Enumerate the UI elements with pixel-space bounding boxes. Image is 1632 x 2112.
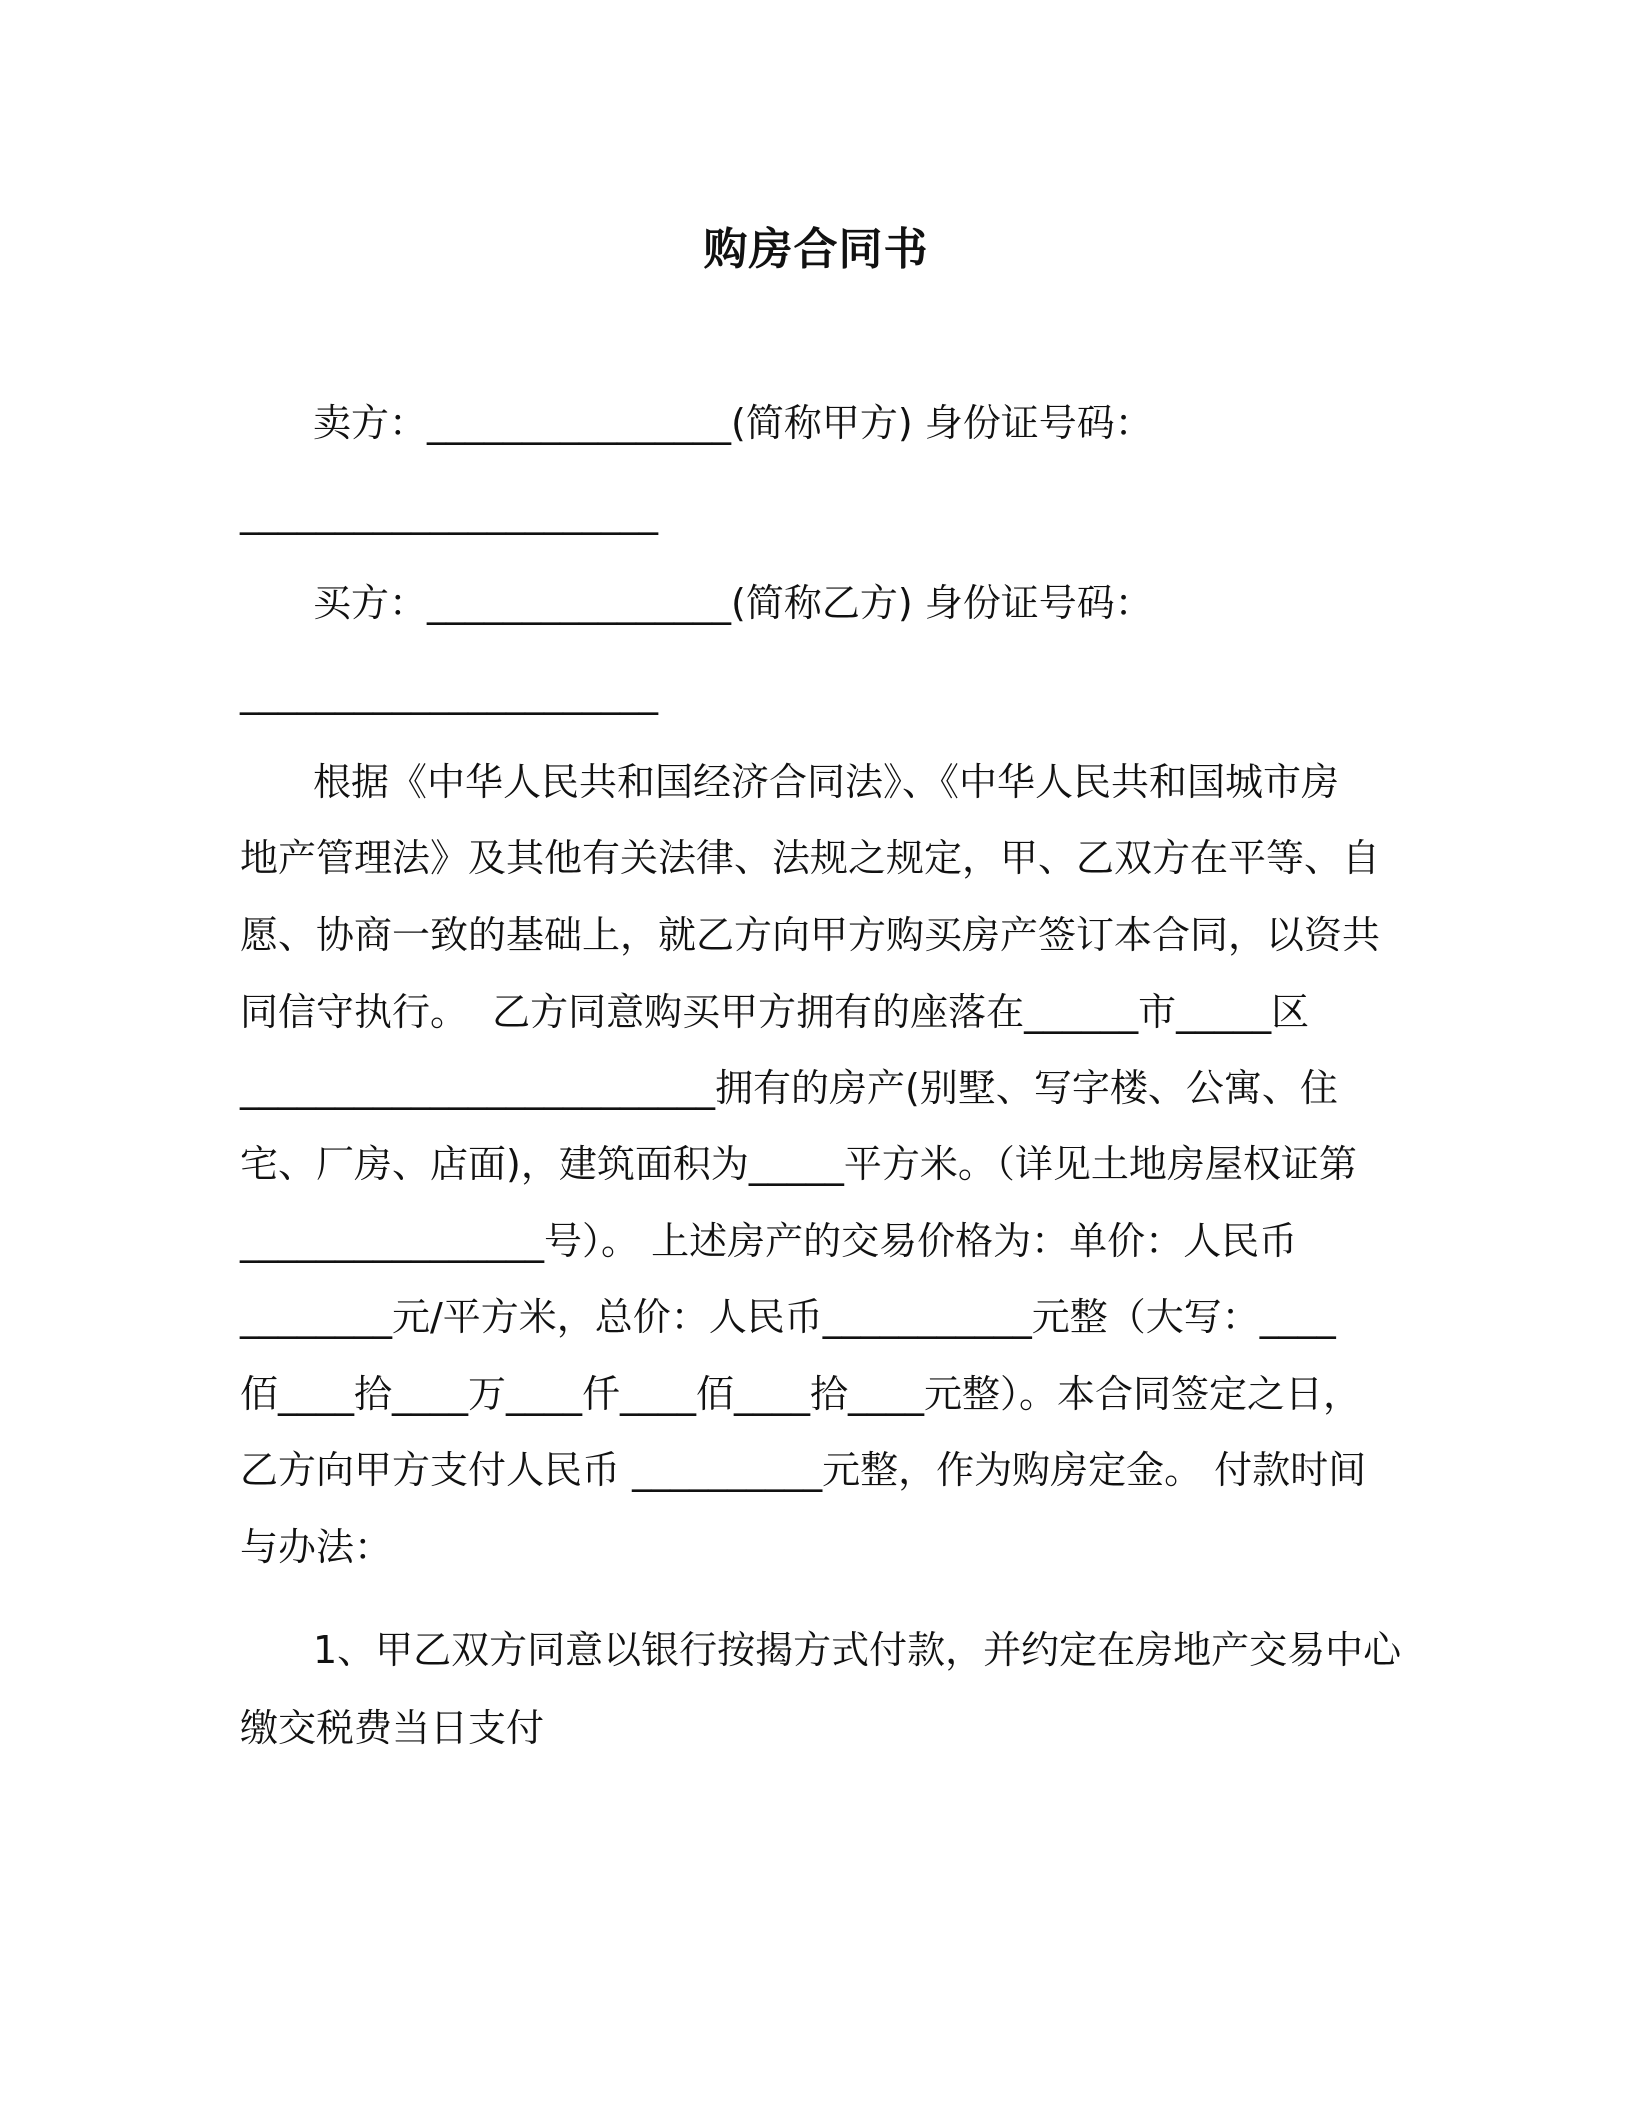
paragraph-line: 同信守执行。 乙方同意购买甲方拥有的座落在______市_____区: [240, 990, 1310, 1034]
paragraph-line: ________________号）。 上述房产的交易价格为：单价：人民币: [240, 1219, 1298, 1263]
paragraph-line: 愿、协商一致的基础上，就乙方向甲方购买房产签订本合同，以资共: [240, 913, 1381, 957]
clause-line: 缴交税费当日支付: [240, 1706, 545, 1750]
paragraph-line: 乙方向甲方支付人民币 __________元整，作为购房定金。 付款时间: [240, 1448, 1367, 1492]
document-title: 购房合同书: [703, 224, 929, 275]
clause-line: 1、甲乙双方同意以银行按揭方式付款，并约定在房地产交易中心: [313, 1628, 1402, 1672]
buyer-id-blank: ______________________: [240, 671, 658, 715]
paragraph-line: 与办法：: [240, 1525, 393, 1569]
paragraph-line: 佰____拾____万____仟____佰____拾____元整）。本合同签定之日，: [240, 1372, 1362, 1416]
paragraph-line: 宅、厂房、店面)，建筑面积为_____平方米。（详见土地房屋权证第: [240, 1142, 1357, 1186]
paragraph-line: 地产管理法》及其他有关法律、法规之规定，甲、乙双方在平等、自: [240, 836, 1381, 880]
paragraph-line: _________________________拥有的房产(别墅、写字楼、公寓、住: [240, 1066, 1338, 1110]
paragraph-line: 根据《中华人民共和国经济合同法》、《中华人民共和国城市房: [313, 760, 1340, 804]
buyer-line: 买方：________________(简称乙方) 身份证号码：: [313, 581, 1153, 625]
seller-line: 卖方：________________(简称甲方) 身份证号码：: [313, 401, 1153, 445]
paragraph-line: ________元/平方米，总价：人民币___________元整（大写：____: [240, 1295, 1336, 1339]
seller-id-blank: ______________________: [240, 491, 658, 535]
